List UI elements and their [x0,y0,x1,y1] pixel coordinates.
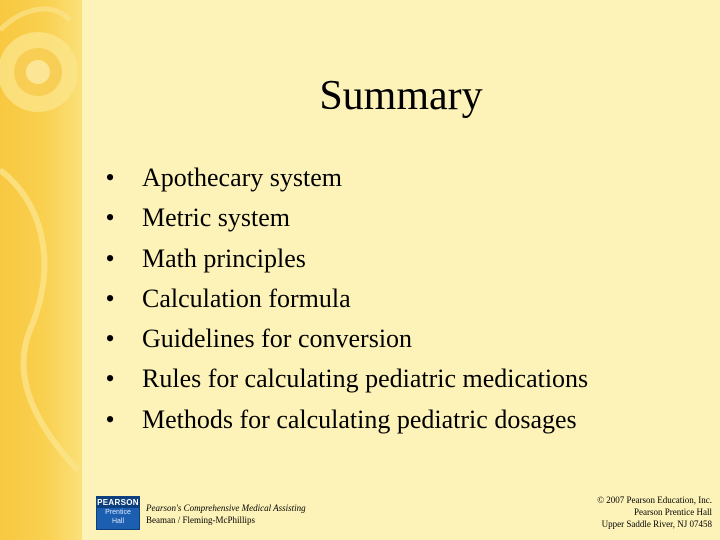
stethoscope-graphic [0,0,82,540]
bullet-icon: • [105,243,115,273]
bullet-icon: • [105,364,115,394]
slide-title: Summary [319,73,483,119]
list-item: • Calculation formula [100,279,588,319]
copyright-line: © 2007 Pearson Education, Inc. [597,495,712,505]
logo-sub-text: Hall [111,518,125,525]
book-authors: Beaman / Fleming-McPhillips [146,515,255,525]
list-item: • Metric system [100,198,588,238]
logo-sub-text: Prentice [105,509,131,516]
list-item: • Rules for calculating pediatric medications [100,359,588,399]
book-credit [146,502,306,526]
copyright-line: Pearson Prentice Hall [634,507,712,517]
bullet-icon: • [105,203,115,233]
copyright-line: Upper Saddle River, NJ 07458 [601,519,712,529]
decorative-left-band [0,0,82,540]
list-item: • Guidelines for conversion [100,319,588,359]
bullet-icon: • [105,324,115,354]
pearson-prentice-hall-logo [96,496,140,530]
list-item: • Apothecary system [100,158,588,198]
bullet-icon: • [105,283,115,313]
summary-bullet-list [100,158,588,440]
list-item: • Methods for calculating pediatric dosages [100,400,588,440]
copyright-notice [597,494,712,530]
logo-brand-text: PEARSON [97,498,139,507]
book-title: Pearson's Comprehensive Medical Assisting [146,503,306,513]
bullet-icon: • [105,163,115,192]
bullet-icon: • [105,404,115,434]
list-item: • Math principles [100,239,588,279]
